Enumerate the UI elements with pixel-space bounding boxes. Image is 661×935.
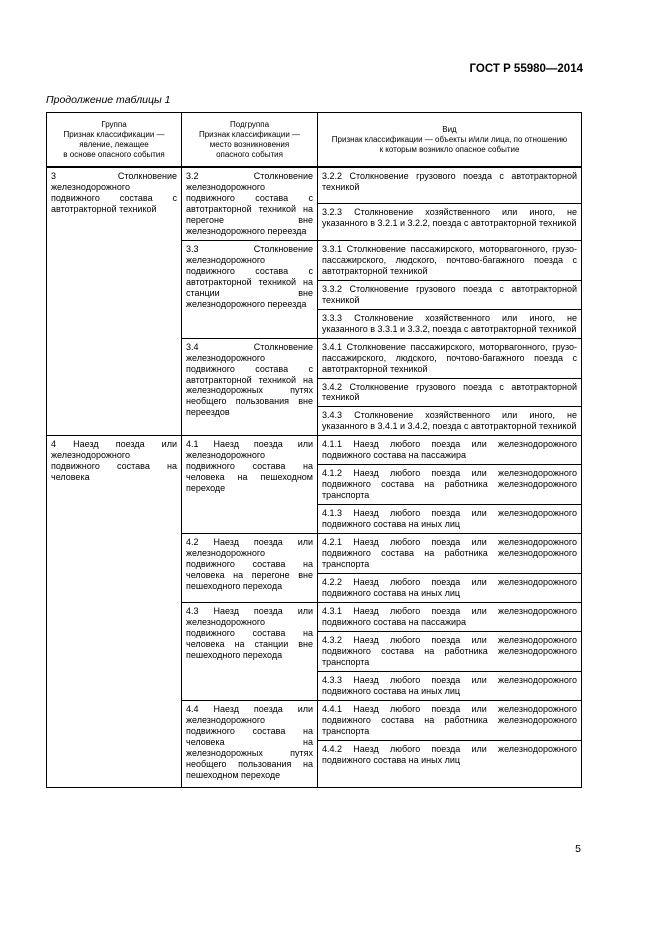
kind-cell: 3.3.3 Столкновение хозяйственного или иного, не указанного в 3.3.1 и 3.3.2, поезда с автотракторной техникой [318, 309, 582, 338]
table-row [47, 167, 582, 204]
kind-cell: 4.3.1 Наезд любого поезда или железнодорожного подвижного состава на пассажира [318, 603, 582, 632]
header-group-line: в основе опасного события [63, 149, 165, 159]
header-subgroup-line: Признак классификации — [198, 129, 301, 139]
kind-cell: 3.3.2 Столкновение грузового поезда с автотракторной техникой [318, 280, 582, 309]
group-cell: 4 Наезд поезда или железнодорожного подвижного состава на человека [47, 436, 182, 787]
header-subgroup-line: опасного события [216, 149, 283, 159]
header-group-line: Группа [101, 119, 127, 129]
header-kind-line: Вид [442, 124, 457, 134]
kind-cell: 3.3.1 Столкновение пассажирского, моторвагонного, грузо-пассажирского, людского, почтово-багажного поезда с автотракторной техникой [318, 240, 582, 280]
kind-cell: 3.4.3 Столкновение хозяйственного или иного, не указанного в 3.4.1 и 3.4.2, поезда с автотракторной техникой [318, 407, 582, 436]
subgroup-cell: 3.3 Столкновение железнодорожного подвижного состава с автотракторной техникой на станции вне железнодорожного переезда [182, 240, 318, 338]
header-group-line: явление, лежащее [79, 139, 149, 149]
table-header-row [47, 113, 582, 168]
kind-cell: 3.2.3 Столкновение хозяйственного или иного, не указанного в 3.2.1 и 3.2.2, поезда с автотракторной техникой [318, 204, 582, 240]
kind-cell: 4.1.2 Наезд любого поезда или железнодорожного подвижного состава на работника железнодорожного транспорта [318, 465, 582, 505]
header-kind [318, 113, 582, 168]
header-group-line: Признак классификации — [63, 129, 165, 139]
header-kind-line: Признак классификации — объекты и/или лица, по отношению [331, 134, 568, 144]
document-code: ГОСТ Р 55980—2014 [469, 63, 583, 75]
kind-cell: 4.1.1 Наезд любого поезда или железнодорожного подвижного состава на пассажира [318, 436, 582, 465]
subgroup-cell: 3.2 Столкновение железнодорожного подвижного состава с автотракторной техникой на перегоне вне железнодорожного переезда [182, 167, 318, 240]
kind-cell: 4.4.2 Наезд любого поезда или железнодорожного подвижного состава на иных лиц [318, 740, 582, 787]
subgroup-cell: 4.1 Наезд поезда или железнодорожного подвижного состава на человека на пешеходном переходе [182, 436, 318, 534]
kind-cell: 3.4.2 Столкновение грузового поезда с автотракторной техникой [318, 378, 582, 407]
subgroup-cell: 4.3 Наезд поезда или железнодорожного подвижного состава на человека на станции вне пешеходного перехода [182, 603, 318, 701]
classification-table [46, 112, 582, 788]
kind-cell: 4.1.3 Наезд любого поезда или железнодорожного подвижного состава на иных лиц [318, 505, 582, 534]
kind-cell: 4.3.3 Наезд любого поезда или железнодорожного подвижного состава на иных лиц [318, 671, 582, 700]
subgroup-cell: 4.2 Наезд поезда или железнодорожного подвижного состава на человека на перегоне вне пешеходного перехода [182, 534, 318, 603]
header-subgroup-line: Подгруппа [229, 119, 270, 129]
page-number: 5 [575, 843, 581, 855]
kind-cell: 4.3.2 Наезд любого поезда или железнодорожного подвижного состава на работника железнодорожного транспорта [318, 631, 582, 671]
subgroup-cell: 4.4 Наезд поезда или железнодорожного подвижного состава на человека на железнодорожных путях необщего пользования на пешеходном переходе [182, 700, 318, 787]
kind-cell: 3.4.1 Столкновение пассажирского, моторвагонного, грузо-пассажирского, людского, почтово-багажного поезда с автотракторной техникой [318, 338, 582, 378]
kind-cell: 4.4.1 Наезд любого поезда или железнодорожного подвижного состава на работника железнодорожного транспорта [318, 700, 582, 740]
subgroup-cell: 3.4 Столкновение железнодорожного подвижного состава с автотракторной техникой на железнодорожных путях необщего пользования вне переездов [182, 338, 318, 436]
kind-cell: 4.2.1 Наезд любого поезда или железнодорожного подвижного состава на работника железнодорожного транспорта [318, 534, 582, 574]
table-row [47, 436, 582, 465]
table-caption: Продолжение таблицы 1 [46, 94, 171, 106]
header-subgroup [182, 113, 318, 168]
header-kind-line: к которым возникло опасное событие [379, 144, 520, 154]
header-subgroup-line: место возникновения [209, 139, 290, 149]
group-cell: 3 Столкновение железнодорожного подвижного состава с автотракторной техникой [47, 167, 182, 436]
header-group [47, 113, 182, 168]
kind-cell: 4.2.2 Наезд любого поезда или железнодорожного подвижного состава на иных лиц [318, 574, 582, 603]
kind-cell: 3.2.2 Столкновение грузового поезда с автотракторной техникой [318, 167, 582, 204]
